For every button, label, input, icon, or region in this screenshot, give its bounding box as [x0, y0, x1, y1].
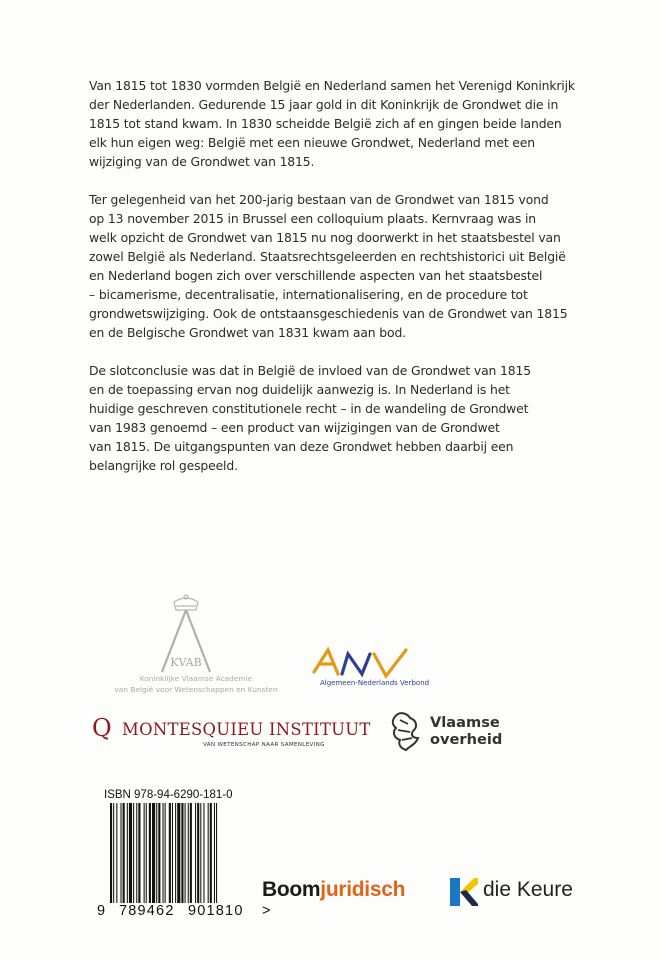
barcode-bar	[195, 803, 196, 903]
blurb-paragraph-2: Ter gelegenheid van het 200-jarig bestaan van de Grondwet van 1815 vond op 13 november 2015 in Brussel een colloquium plaats. Kernvraag was in welk opzicht de Grondwet van 1815 nu nog doorwerkt in het staatsbestel van zowel België als Nederland. Staatsrechtsgeleerden en rechtshistorici uit België en Nederland bogen zich over verschillende aspecten van het staatsbestel – bicamerisme, decentralisatie, internationalisering, en de procedure tot grondwetswijziging. Ook de ontstaansgeschiedenis van de Grondwet van 1815 en de Belgische Grondwet van 1831 kwam aan bod.	[89, 192, 568, 340]
boom-juridisch-logo: Boomjuridisch	[262, 878, 406, 901]
isbn-label: ISBN 978-94-6290-181-0	[104, 789, 233, 801]
vlaamse-overheid-line1: Vlaamse	[430, 714, 500, 731]
barcode-bar	[175, 803, 176, 903]
barcode-bar	[144, 803, 145, 903]
barcode-bar	[113, 803, 114, 903]
blurb-paragraph-1: Van 1815 tot 1830 vormden België en Nederland samen het Verenigd Koninkrijk der Nederlanden. Gedurende 15 jaar gold in dit Koninkrijk de Grondwet die in 1815 tot stand kwam. In 1830 scheidde België zich af en gingen beide landen elk hun eigen weg: België met een nieuwe Grondwet, Nederland met een wijziging van de Grondwet van 1815.	[89, 78, 575, 169]
barcode-bar	[214, 803, 215, 903]
kvab-caption: Koninklijke Vlaamse Academie van België voor Wetenschappen en Kunsten	[114, 674, 278, 694]
die-keure-mark-icon	[448, 876, 480, 908]
barcode-bar	[197, 803, 199, 903]
barcode-bar	[169, 803, 171, 903]
montesquieu-tagline: VAN WETENSCHAP NAAR SAMENLEVING	[203, 742, 325, 748]
montesquieu-q-mark: Q	[92, 714, 112, 742]
isbn-barcode	[110, 803, 258, 903]
barcode-bar	[110, 803, 112, 903]
barcode-bar	[133, 803, 134, 903]
barcode-bar	[121, 803, 122, 903]
barcode-bar	[208, 803, 209, 903]
die-keure-logo-text: die Keure	[483, 878, 573, 901]
barcode-bar	[177, 803, 180, 903]
kvab-initials: KVAB	[170, 656, 202, 669]
montesquieu-name: MONTESQUIEU INSTITUUT	[122, 720, 371, 739]
barcode-bar	[165, 803, 166, 903]
barcode-bar	[210, 803, 212, 903]
flemish-lion-icon	[388, 710, 422, 752]
barcode-digits-group2: 901810	[188, 903, 244, 919]
barcode-bar	[129, 803, 132, 903]
barcode-quiet-zone-marker: >	[262, 903, 271, 919]
barcode-bar	[200, 803, 201, 903]
barcode-bar	[185, 803, 186, 903]
blurb-paragraph-3: De slotconclusie was dat in België de invloed van de Grondwet van 1815 en de toepassing ervan nog duidelijk aanwezig is. In Nederland is het huidige geschreven constitutionele recht – in de wandeling de Grondwet van 1983 genoemd – een product van wijzigingen van de Grondwet van 1815. De uitgangspunten van deze Grondwet hebben daarbij een belangrijke rol gespeeld.	[89, 363, 531, 473]
barcode-bar	[149, 803, 151, 903]
back-cover-blurb	[89, 76, 589, 494]
barcode-bar	[158, 803, 160, 903]
barcode-bar	[156, 803, 157, 903]
barcode-bar	[181, 803, 183, 903]
anv-logo	[312, 644, 422, 684]
barcode-bar	[136, 803, 137, 903]
barcode-bar	[146, 803, 147, 903]
vlaamse-overheid-line2: overheid	[430, 731, 503, 748]
barcode-bar	[123, 803, 125, 903]
barcode-bar	[152, 803, 155, 903]
barcode-digit-first: 9	[97, 903, 106, 919]
barcode-bar	[172, 803, 173, 903]
anv-caption: Algemeen-Nederlands Verbond	[320, 679, 430, 687]
barcode-bar	[138, 803, 140, 903]
barcode-bar	[190, 803, 192, 903]
barcode-bar	[203, 803, 204, 903]
barcode-bar	[216, 803, 217, 903]
barcode-bar	[188, 803, 189, 903]
barcode-bar	[127, 803, 128, 903]
barcode-bar	[163, 803, 164, 903]
barcode-bar	[116, 803, 117, 903]
vlaamse-overheid-logo	[430, 714, 502, 748]
barcode-digits-group1: 789462	[119, 903, 175, 919]
